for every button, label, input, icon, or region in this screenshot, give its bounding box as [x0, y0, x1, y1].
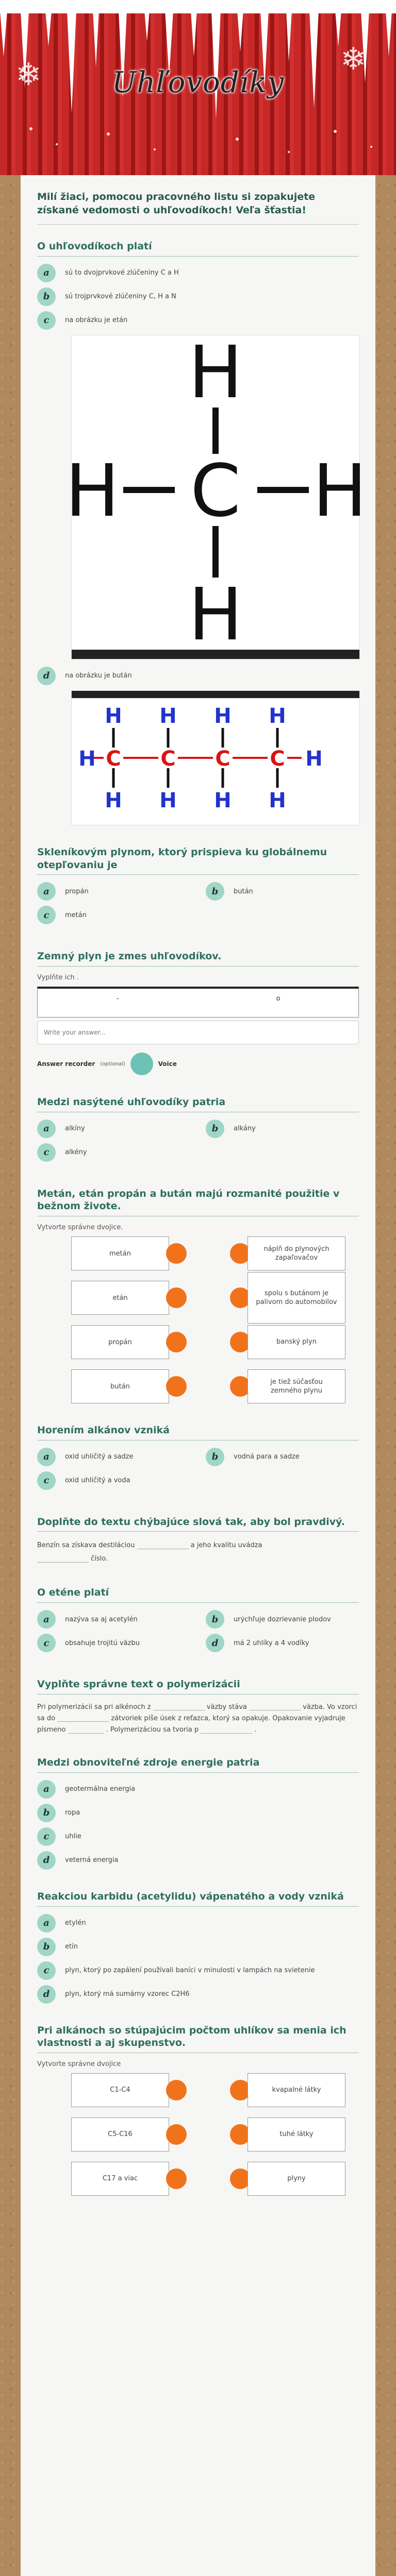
match-left-item: C1-C4 — [71, 2073, 169, 2107]
option-text: sú to dvojprvkové zlúčeniny C a H — [65, 269, 179, 277]
option-text: bután — [234, 887, 253, 895]
hydrogen-atom-label: H — [78, 747, 96, 771]
hydrogen-atom-label: H — [214, 704, 232, 728]
option-d[interactable] — [37, 1985, 359, 2004]
hydrogen-atom-label: H — [269, 704, 286, 728]
hydrogen-atom-label: H — [188, 572, 243, 657]
butane-structure-image — [71, 690, 360, 825]
text-fragment: zátvoriek píše — [111, 1714, 158, 1722]
hydrogen-atom-label: H — [159, 704, 177, 728]
carbon-atom-label: C — [215, 747, 230, 771]
question-instruction: Vyplňte ich . — [37, 974, 79, 982]
question-title: Skleníkovým plynom, ktorý prispieva ku globálnemu otepľovaniu je — [37, 846, 359, 875]
option-text: uhlie — [65, 1833, 81, 1841]
text-fragment: väzba. Vo vzorci sa do — [37, 1703, 357, 1722]
snowflake-icon: ❄ — [15, 57, 42, 93]
question-4 — [37, 1096, 359, 1167]
option-letter: c — [37, 1961, 56, 1980]
methane-structure-image — [65, 330, 367, 659]
option-text: oxid uhličitý a sadze — [65, 1453, 134, 1461]
recorder-label: Answer recorder — [37, 1060, 95, 1068]
match-left-item: metán — [71, 1236, 169, 1270]
option-text: nazýva sa aj acetylén — [65, 1615, 138, 1623]
option-text: vodná para a sadze — [234, 1453, 300, 1461]
question-instruction: Vytvorte správne dvojice — [37, 2060, 121, 2068]
text-fragment: úsek z reťazca, ktorý sa opakuje. Opakovanie vyjadruje písmeno — [37, 1714, 345, 1734]
option-c[interactable] — [37, 1634, 190, 1652]
question-10 — [37, 1756, 359, 1870]
question-title: Pri alkánoch so stúpajúcim počtom uhlíkov sa menia ich vlastnosti a aj skupenstvo. — [37, 2024, 359, 2053]
option-c[interactable] — [37, 1961, 359, 1980]
question-5 — [37, 1188, 359, 1403]
option-text: plyn, ktorý má sumárny vzorec C2H6 — [65, 1990, 190, 1998]
option-text: urýchľuje dozrievanie plodov — [234, 1615, 331, 1623]
question-12 — [37, 2024, 359, 2196]
match-right-item: banský plyn — [248, 1325, 345, 1359]
option-letter: d — [206, 1634, 224, 1652]
text-fragment: . Polymerizáciou sa tvoria p — [106, 1726, 199, 1734]
question-title: Metán, etán propán a bután majú rozmanité použitie v bežnom živote. — [37, 1188, 359, 1216]
page-title: Uhľovodíky — [111, 66, 285, 99]
match-left-item: C17 a viac — [71, 2162, 169, 2196]
match-right-item: plyny — [248, 2162, 345, 2196]
option-a[interactable] — [37, 1780, 359, 1799]
option-letter: a — [37, 1120, 56, 1138]
hydrogen-atom-label: H — [214, 788, 232, 812]
option-letter: c — [37, 1471, 56, 1490]
option-letter: a — [37, 1780, 56, 1799]
fill-in-text — [37, 1539, 359, 1566]
text-fragment: Pri polymerizácii sa pri alkénoch z — [37, 1703, 151, 1711]
match-connector-left[interactable] — [166, 2124, 187, 2145]
match-pair — [37, 2117, 359, 2151]
answer-table — [37, 987, 359, 1018]
option-text: metán — [65, 911, 87, 919]
question-2 — [37, 846, 359, 929]
match-connector-left[interactable] — [166, 1376, 187, 1397]
blank-input[interactable] — [201, 1726, 252, 1734]
recorder-optional-label: (optional) — [100, 1061, 125, 1067]
option-text: sú trojprvkové zlúčeniny C, H a N — [65, 293, 176, 301]
carbon-atom-label: C — [190, 449, 241, 533]
text-fragment: číslo. — [91, 1555, 108, 1563]
option-text: geotermálna energia — [65, 1785, 136, 1793]
question-title: Horením alkánov vzniká — [37, 1424, 359, 1440]
hydrogen-atom-label: H — [159, 788, 177, 812]
match-right-item: náplň do plynových zapaľovačov — [248, 1236, 345, 1270]
option-b[interactable] — [206, 1448, 359, 1466]
option-text: plyn, ktorý po zapálení používali baníci v minulosti v lampách na svietenie — [65, 1967, 315, 1974]
option-a[interactable] — [37, 1448, 190, 1466]
question-title: O uhľovodíkoch platí — [37, 240, 359, 257]
table-header-cell: - — [117, 995, 119, 1003]
option-c[interactable] — [37, 906, 190, 924]
carbon-atom-label: C — [160, 747, 176, 771]
fill-in-text — [37, 1702, 359, 1736]
question-title: Medzi obnoviteľné zdroje energie patria — [37, 1756, 359, 1773]
hydrogen-atom-label: H — [65, 449, 120, 533]
option-d[interactable] — [37, 1851, 359, 1870]
option-b[interactable] — [37, 1804, 359, 1822]
hydrogen-atom-label: H — [105, 788, 122, 812]
match-pair — [37, 2162, 359, 2196]
match-connector-left[interactable] — [166, 1243, 187, 1264]
question-title: Medzi nasýtené uhľovodíky patria — [37, 1096, 359, 1112]
question-1 — [37, 240, 367, 825]
option-letter: a — [37, 1448, 56, 1466]
blank-input[interactable] — [137, 1542, 189, 1549]
option-text: alkány — [234, 1125, 256, 1133]
question-11 — [37, 1890, 359, 2004]
match-left-item: etán — [71, 1281, 169, 1315]
intro-text: Milí žiaci, pomocou pracovného listu si zopakujete získané vedomosti o uhľovodíkoch! Veľa šťastia! — [37, 191, 359, 225]
match-connector-left[interactable] — [166, 2168, 187, 2189]
match-pair — [37, 1281, 359, 1315]
match-right-item: kvapalné látky — [248, 2073, 345, 2107]
question-9 — [37, 1678, 359, 1736]
option-c[interactable] — [37, 1827, 359, 1846]
match-left-item: C5-C16 — [71, 2117, 169, 2151]
option-letter: b — [206, 1120, 224, 1138]
blank-input[interactable] — [57, 1715, 109, 1722]
question-title: Reakciou karbidu (acetylidu) vápenatého a vody vzniká — [37, 1890, 359, 1907]
match-right-item: tuhé látky — [248, 2117, 345, 2151]
worksheet-panel — [21, 175, 375, 2576]
match-left-item: propán — [71, 1325, 169, 1359]
carbon-atom-label: C — [270, 747, 285, 771]
table-header-cell: o — [276, 995, 280, 1003]
option-text: propán — [65, 887, 89, 895]
question-8 — [37, 1586, 359, 1657]
option-letter: d — [37, 667, 56, 685]
option-text: ropa — [65, 1809, 80, 1817]
blank-input[interactable] — [68, 1726, 104, 1734]
option-text: na obrázku je etán — [65, 316, 128, 325]
option-letter: b — [206, 882, 224, 901]
blank-input[interactable] — [37, 1555, 89, 1563]
option-b[interactable] — [37, 287, 359, 306]
option-text: alkény — [65, 1148, 87, 1157]
option-c[interactable] — [37, 311, 359, 330]
option-letter: a — [37, 882, 56, 901]
match-pair — [37, 1369, 359, 1403]
option-d[interactable] — [37, 667, 359, 685]
option-letter: b — [206, 1448, 224, 1466]
text-fragment: väzby stáva — [206, 1703, 247, 1711]
option-letter: c — [37, 906, 56, 924]
option-a[interactable] — [37, 882, 190, 901]
option-letter: a — [37, 264, 56, 282]
option-letter: b — [37, 287, 56, 306]
voice-label: Voice — [158, 1060, 177, 1068]
match-right-item: spolu s butánom je palivom do automobilov — [248, 1272, 345, 1324]
hydrogen-atom-label: H — [105, 704, 122, 728]
option-letter: d — [37, 1851, 56, 1870]
option-a[interactable] — [37, 1610, 190, 1629]
option-text: etylén — [65, 1919, 86, 1927]
option-text: na obrázku je bután — [65, 672, 132, 680]
match-connector-left[interactable] — [166, 1332, 187, 1352]
match-left-item: bután — [71, 1369, 169, 1403]
option-letter: b — [37, 1938, 56, 1956]
blank-input[interactable] — [249, 1703, 301, 1710]
snowflake-icon: ❄ — [340, 41, 367, 77]
question-instruction: Vytvorte správne dvojice. — [37, 1224, 123, 1232]
match-right-item: je tiež súčasťou zemného plynu — [248, 1369, 345, 1403]
answer-recorder — [37, 1053, 359, 1075]
option-a[interactable] — [37, 1914, 359, 1933]
option-letter: d — [37, 1985, 56, 2004]
option-b[interactable] — [206, 1610, 359, 1629]
question-7 — [37, 1516, 359, 1566]
hydrogen-atom-label: H — [305, 747, 323, 771]
match-pair — [37, 2073, 359, 2107]
question-title: Vyplňte správne text o polymerizácii — [37, 1678, 359, 1694]
text-fragment: a jeho kvalitu uvádza — [190, 1541, 262, 1550]
question-title: O eténe platí — [37, 1586, 359, 1603]
header-banner — [0, 0, 396, 175]
option-text: má 2 uhlíky a 4 vodíky — [234, 1639, 309, 1647]
option-c[interactable] — [37, 1471, 190, 1490]
option-text: oxid uhličitý a voda — [65, 1477, 130, 1485]
option-letter: a — [37, 1610, 56, 1629]
option-d[interactable] — [206, 1634, 359, 1652]
text-fragment: Benzín sa získava destiláciou — [37, 1541, 135, 1550]
hydrogen-atom-label: H — [312, 449, 367, 533]
question-6 — [37, 1424, 359, 1495]
blank-input[interactable] — [153, 1703, 205, 1710]
option-a[interactable] — [37, 264, 359, 282]
option-b[interactable] — [37, 1938, 359, 1956]
option-letter: c — [37, 1634, 56, 1652]
option-text: obsahuje trojitú väzbu — [65, 1639, 140, 1647]
text-fragment: . — [254, 1726, 257, 1734]
option-letter: a — [37, 1914, 56, 1933]
option-letter: c — [37, 1143, 56, 1162]
hydrogen-atom-label: H — [188, 330, 243, 415]
match-pair — [37, 1236, 359, 1270]
hydrogen-atom-label: H — [269, 788, 286, 812]
carbon-atom-label: C — [106, 747, 121, 771]
option-c[interactable] — [37, 1143, 190, 1162]
match-pair — [37, 1325, 359, 1359]
option-letter: c — [37, 311, 56, 330]
match-connector-left[interactable] — [166, 1287, 187, 1308]
option-text: alkíny — [65, 1125, 85, 1133]
option-text: etín — [65, 1943, 78, 1951]
question-title: Doplňte do textu chýbajúce slová tak, aby bol pravdivý. — [37, 1516, 359, 1532]
option-b[interactable] — [206, 1120, 359, 1138]
option-letter: c — [37, 1827, 56, 1846]
option-a[interactable] — [37, 1120, 190, 1138]
option-text: veterná energia — [65, 1856, 119, 1865]
option-letter: b — [206, 1610, 224, 1629]
match-connector-left[interactable] — [166, 2080, 187, 2100]
answer-input[interactable] — [37, 1021, 359, 1044]
record-voice-button[interactable] — [130, 1053, 153, 1075]
option-b[interactable] — [206, 882, 359, 901]
question-title: Zemný plyn je zmes uhľovodíkov. — [37, 950, 359, 967]
question-3 — [37, 950, 359, 1075]
option-letter: b — [37, 1804, 56, 1822]
